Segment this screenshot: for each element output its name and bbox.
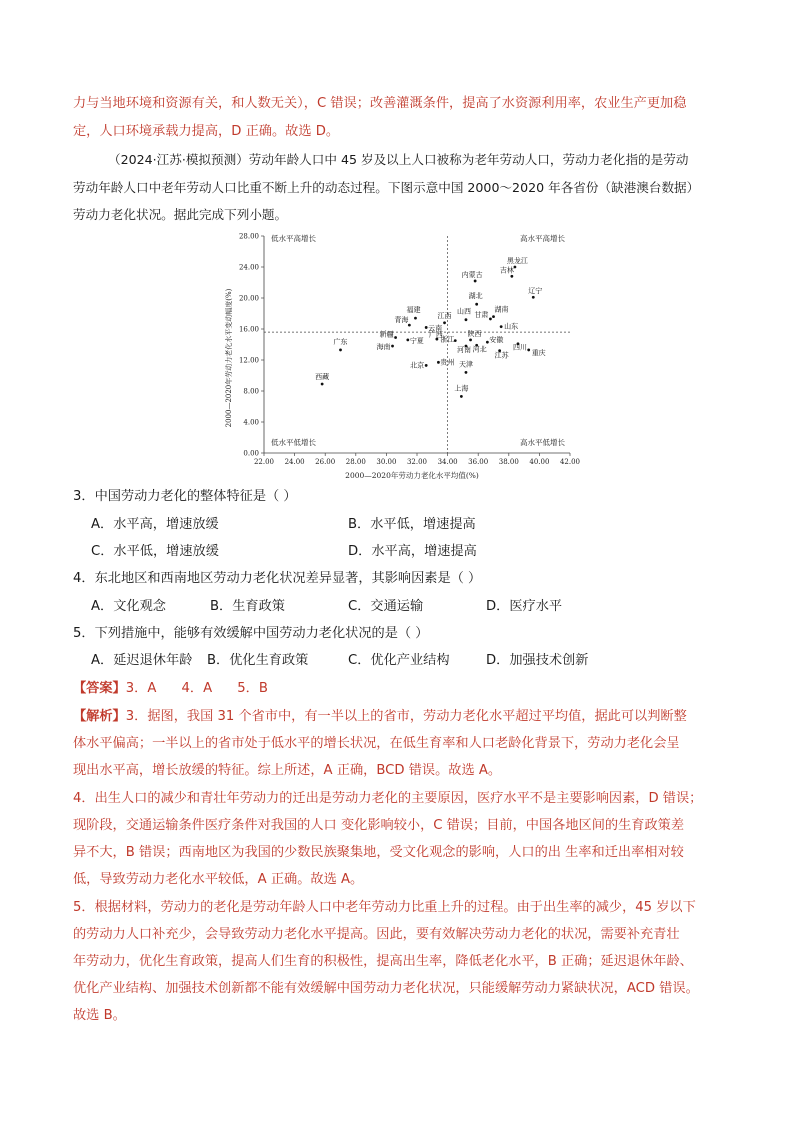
point-label-云南: 云南 bbox=[428, 324, 443, 333]
y-tick-label: 0.00 bbox=[243, 449, 259, 458]
y-tick-label: 8.00 bbox=[243, 387, 259, 396]
point-label-青海: 青海 bbox=[394, 316, 409, 325]
answer-tag: 【答案】 bbox=[73, 681, 126, 696]
data-point-辽宁 bbox=[532, 296, 535, 299]
quadrant-label-tl: 低水平高增长 bbox=[271, 234, 316, 243]
data-point-北京 bbox=[425, 364, 428, 367]
data-point-黑龙江 bbox=[514, 266, 517, 269]
q4-option-a: A．文化观念 bbox=[91, 599, 166, 614]
data-point-贵州 bbox=[437, 361, 440, 364]
data-point-江西 bbox=[443, 321, 446, 324]
question-3-stem: 3．中国劳动力老化的整体特征是（ ） bbox=[73, 489, 297, 504]
point-label-江苏: 江苏 bbox=[494, 351, 509, 360]
data-point-西藏 bbox=[321, 383, 324, 386]
analysis-line-1: 体水平偏高；一半以上的省市处于低水平的增长状况，在低生育率和人口老龄化背景下，劳动力老化会呈 bbox=[73, 736, 680, 751]
analysis-tag: 【解析】 bbox=[73, 709, 126, 724]
point-label-陕西: 陕西 bbox=[467, 329, 482, 338]
answer-line bbox=[73, 679, 268, 699]
x-tick-label: 30.00 bbox=[376, 458, 397, 466]
data-point-广东 bbox=[339, 349, 342, 352]
data-point-云南 bbox=[425, 326, 428, 329]
x-tick-label: 24.00 bbox=[284, 458, 305, 466]
data-point-湖北 bbox=[475, 303, 478, 306]
point-label-甘肃: 甘肃 bbox=[474, 310, 489, 319]
q3-option-b: B．水平低，增速提高 bbox=[348, 517, 476, 532]
scatter-chart bbox=[222, 228, 592, 484]
q5-option-c: C．优化产业结构 bbox=[348, 653, 450, 668]
point-label-内蒙古: 内蒙古 bbox=[461, 270, 483, 279]
quadrant-label-br: 高水平低增长 bbox=[520, 438, 565, 447]
intro-line-1: 力与当地环境和资源有关，和人数无关），C 错误；改善灌溉条件，提高了水资源利用率，农业生产更加稳 bbox=[73, 96, 687, 111]
point-label-天津: 天津 bbox=[458, 360, 473, 369]
q4-option-c: C．交通运输 bbox=[348, 599, 424, 614]
data-point-青海 bbox=[408, 324, 411, 327]
x-tick-label: 34.00 bbox=[437, 458, 458, 466]
data-point-山东 bbox=[500, 325, 503, 328]
q3-option-a: A．水平高，增速放缓 bbox=[91, 517, 219, 532]
point-label-西藏: 西藏 bbox=[315, 373, 330, 382]
x-tick-label: 28.00 bbox=[345, 458, 366, 466]
data-point-浙江 bbox=[454, 339, 457, 342]
analysis-line-5: 异不大，B 错误；西南地区为我国的少数民族聚集地，受文化观念的影响，人口的出 生率和迁出率相对较 bbox=[73, 845, 684, 860]
q5-option-a: A．延迟退休年龄 bbox=[91, 653, 193, 668]
point-label-辽宁: 辽宁 bbox=[528, 287, 543, 296]
data-point-福建 bbox=[414, 317, 417, 320]
x-axis-label: 2000—2020年劳动力老化水平均值(%) bbox=[345, 471, 479, 480]
q4-option-b: B．生育政策 bbox=[210, 599, 285, 614]
x-tick-label: 32.00 bbox=[406, 458, 428, 466]
point-label-海南: 海南 bbox=[376, 343, 391, 352]
y-tick-label: 28.00 bbox=[238, 232, 259, 241]
point-label-宁夏: 宁夏 bbox=[409, 336, 424, 345]
quadrant-label-tr: 高水平高增长 bbox=[520, 234, 565, 243]
question-5-stem: 5．下列措施中，能够有效缓解中国劳动力老化状况的是（ ） bbox=[73, 626, 429, 641]
point-label-四川: 四川 bbox=[512, 343, 527, 352]
point-label-浙江: 浙江 bbox=[440, 335, 455, 344]
q4-option-d: D．医疗水平 bbox=[486, 599, 563, 614]
point-label-贵州: 贵州 bbox=[440, 358, 455, 367]
analysis-line-10: 优化产业结构、加强技术创新都不能有效缓解中国劳动力老化状况，只能缓解劳动力紧缺状况，ACD 错误。 bbox=[73, 981, 699, 996]
point-label-山西: 山西 bbox=[456, 307, 471, 316]
point-label-湖南: 湖南 bbox=[494, 305, 509, 314]
data-point-海南 bbox=[391, 345, 394, 348]
analysis-line-6: 低，导致劳动力老化水平较低，A 正确。故选 A。 bbox=[73, 872, 364, 887]
intro-line-2: 定，人口环境承载力提高，D 正确。故选 D。 bbox=[73, 124, 340, 139]
x-tick-label: 38.00 bbox=[498, 458, 519, 466]
point-label-上海: 上海 bbox=[454, 384, 469, 393]
point-label-北京: 北京 bbox=[410, 361, 425, 370]
x-tick-label: 22.00 bbox=[253, 458, 275, 466]
y-tick-label: 4.00 bbox=[243, 418, 259, 427]
x-tick-label: 40.00 bbox=[529, 458, 550, 466]
data-point-湖南 bbox=[492, 315, 495, 318]
answer-text: 3．A 4．A 5．B bbox=[125, 681, 268, 696]
point-label-江西: 江西 bbox=[437, 311, 452, 320]
point-label-黑龙江: 黑龙江 bbox=[506, 257, 528, 265]
point-label-吉林: 吉林 bbox=[499, 266, 514, 275]
x-tick-label: 36.00 bbox=[468, 458, 489, 466]
y-tick-label: 24.00 bbox=[238, 263, 259, 272]
analysis-text-0: 3．据图，我国 31 个省市中，有一半以上的省市，劳动力老化水平超过平均值，据此可以判断整 bbox=[125, 709, 687, 724]
point-label-河北: 河北 bbox=[472, 345, 487, 354]
y-axis-label: 2000—2020年劳动力老化水平变动幅度(%) bbox=[225, 288, 233, 428]
point-label-新疆: 新疆 bbox=[379, 330, 394, 339]
analysis-line-4: 现阶段，交通运输条件医疗条件对我国的人口 变化影响较小，C 错误；目前，中国各地区间的生育政策差 bbox=[73, 818, 685, 833]
analysis-line-0 bbox=[73, 707, 687, 727]
y-tick-label: 12.00 bbox=[238, 356, 259, 365]
point-label-湖北: 湖北 bbox=[468, 292, 483, 301]
data-point-甘肃 bbox=[489, 318, 492, 321]
data-point-陕西 bbox=[469, 338, 472, 341]
point-label-安徽: 安徽 bbox=[489, 336, 504, 345]
question-4-stem: 4．东北地区和西南地区劳动力老化状况差异显著，其影响因素是（ ） bbox=[73, 571, 482, 586]
stem-line-3: 劳动力老化状况。据此完成下列小题。 bbox=[73, 207, 288, 222]
q5-option-b: B．优化生育政策 bbox=[207, 653, 309, 668]
data-point-内蒙古 bbox=[474, 280, 477, 283]
analysis-line-9: 年劳动力，优化生育政策，提高人们生育的积极性，提高出生率，降低老化水平，B 正确；延迟退休年龄、 bbox=[73, 954, 693, 969]
point-label-广西: 广西 bbox=[428, 331, 443, 340]
data-point-山西 bbox=[465, 318, 468, 321]
analysis-line-2: 现出水平高，增长放缓的特征。综上所述，A 正确，BCD 错误。故选 A。 bbox=[73, 763, 502, 778]
point-label-山东: 山东 bbox=[504, 322, 519, 331]
analysis-line-11: 故选 B。 bbox=[73, 1008, 126, 1023]
analysis-line-3: 4．出生人口的减少和青壮年劳动力的迁出是劳动力老化的主要原因，医疗水平不是主要影响因素，D 错误； bbox=[73, 791, 703, 806]
q5-option-d: D．加强技术创新 bbox=[486, 653, 589, 668]
data-point-上海 bbox=[460, 395, 463, 398]
analysis-line-8: 的劳动力人口补充少，会导致劳动力老化水平提高。因此，要有效解决劳动力老化的状况，需要补充青壮 bbox=[73, 927, 680, 942]
quadrant-label-bl: 低水平低增长 bbox=[271, 438, 316, 447]
stem-line-1: （2024·江苏·模拟预测）劳动年龄人口中 45 岁及以上人口被称为老年劳动人口，劳动力老化指的是劳动 bbox=[108, 152, 689, 167]
q3-option-d: D．水平高，增速提高 bbox=[348, 544, 477, 559]
q3-option-c: C．水平低，增速放缓 bbox=[91, 544, 219, 559]
data-point-安徽 bbox=[486, 341, 489, 344]
x-tick-label: 42.00 bbox=[559, 458, 581, 466]
data-point-新疆 bbox=[394, 336, 397, 339]
point-label-河南: 河南 bbox=[456, 346, 471, 355]
data-point-天津 bbox=[465, 371, 468, 374]
x-tick-label: 26.00 bbox=[315, 458, 336, 466]
point-label-广东: 广东 bbox=[333, 337, 348, 346]
analysis-line-7: 5．根据材料，劳动力的老化是劳动年龄人口中老年劳动力比重上升的过程。由于出生率的减少，45 岁以下 bbox=[73, 900, 696, 915]
stem-line-2: 劳动年龄人口中老年劳动人口比重不断上升的动态过程。下图示意中国 2000～2020 年各省份（缺港澳台数据） bbox=[73, 180, 700, 195]
y-tick-label: 20.00 bbox=[238, 294, 259, 303]
data-point-重庆 bbox=[527, 349, 530, 352]
data-point-吉林 bbox=[510, 275, 513, 278]
point-label-重庆: 重庆 bbox=[531, 348, 546, 357]
data-point-宁夏 bbox=[406, 338, 409, 341]
y-tick-label: 16.00 bbox=[238, 325, 259, 334]
point-label-福建: 福建 bbox=[406, 306, 421, 315]
